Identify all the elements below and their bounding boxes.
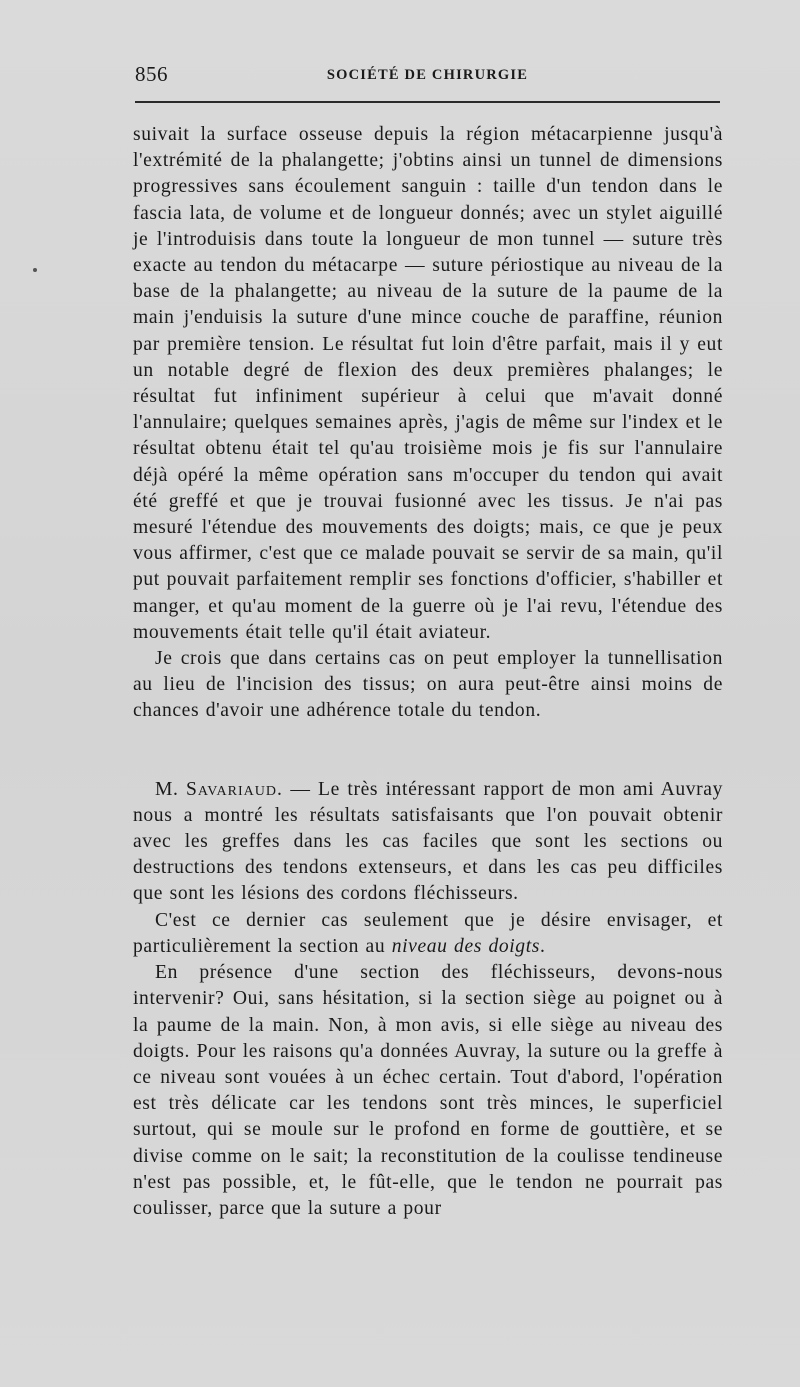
running-title: SOCIÉTÉ DE CHIRURGIE: [326, 67, 529, 83]
paragraph-4-text-after: .: [539, 935, 546, 957]
paragraph-4-text-before: C'est ce dernier cas seulement que je désire envisager, et particulièrement la section au: [133, 909, 723, 957]
paragraph-3-text: — Le très intéressant rapport de mon ami Auvray nous a montré les résultats satisfaisants que l'on pouvait obtenir avec les greffes dans les cas faciles que sont les sections ou destructions des tendons extenseurs, et dans les cas peu difficiles que sont les lésions des cordons fléchisseurs.: [133, 778, 723, 905]
paragraph-4-italic: niveau des doigts: [391, 935, 540, 957]
paragraph-1: suivait la surface osseuse depuis la région métacarpienne jusqu'à l'extrémité de la phalangette; j'obtins ainsi un tunnel de dimensions progressives sans écoulement sanguin : taille d'un tendon dans le fascia lata, de volume et de longueur donnés; avec un stylet aiguillé je l'introduisis dans toute la longueur de mon tunnel — suture très exacte au tendon du métacarpe — suture périostique au niveau de la base de la phalangette; au niveau de la suture de la paume de la main j'enduisis la suture d'une mince couche de paraffine, réunion par première tension. Le résultat fut loin d'être parfait, mais il y eut un notable degré de flexion des deux premières phalanges; le résultat fut infiniment supérieur à celui que m'avait donné l'annulaire; quelques semaines après, j'agis de même sur l'index et le résultat obtenu était tel qu'au troisième mois je fis sur l'annulaire déjà opéré la même opération sans m'occuper du tendon qui avait été greffé et que je trouvai fusionné avec les tissus. Je n'ai pas mesuré l'étendue des mouvements des doigts; mais, ce que je peux vous affirmer, c'est que ce malade pouvait se servir de sa main, qu'il put pouvait parfaitement remplir ses fonctions d'officier, s'habiller et manger, et qu'au moment de la guerre où je l'ai revu, l'étendue des mouvements était telle qu'il était aviateur.: [133, 124, 723, 643]
page-header: [135, 60, 720, 92]
page-number: 856: [135, 62, 168, 86]
speaker-prefix: M.: [155, 778, 187, 800]
margin-speck: [33, 268, 37, 272]
speaker-name: Savariaud.: [186, 778, 283, 800]
paragraph-3: [133, 777, 723, 908]
paragraph-2: Je crois que dans certains cas on peut employer la tunnellisation au lieu de l'incision des tissus; on aura peut-être ainsi moins de chances d'avoir une adhérence totale du tendon.: [133, 648, 723, 722]
body-text: [133, 122, 723, 1222]
paragraph-4: [133, 908, 723, 960]
paragraph-5: En présence d'une section des fléchisseurs, devons-nous intervenir? Oui, sans hésitation, si la section siège au poignet ou à la paume de la main. Non, à mon avis, si elle siège au niveau des doigts. Pour les raisons qu'a données Auvray, la suture ou la greffe à ce niveau sont vouées à un échec certain. Tout d'abord, l'opération est très délicate car les tendons sont très minces, le superficiel surtout, qui se moule sur le profond en forme de gouttière, et se divise comme on le sait; la reconstitution de la coulisse tendineuse n'est pas possible, et, le fût-elle, que le tendon ne pourrait pas coulisser, parce que la suture a pour: [133, 962, 723, 1219]
section-gap: [133, 725, 723, 777]
header-rule: [135, 101, 720, 103]
